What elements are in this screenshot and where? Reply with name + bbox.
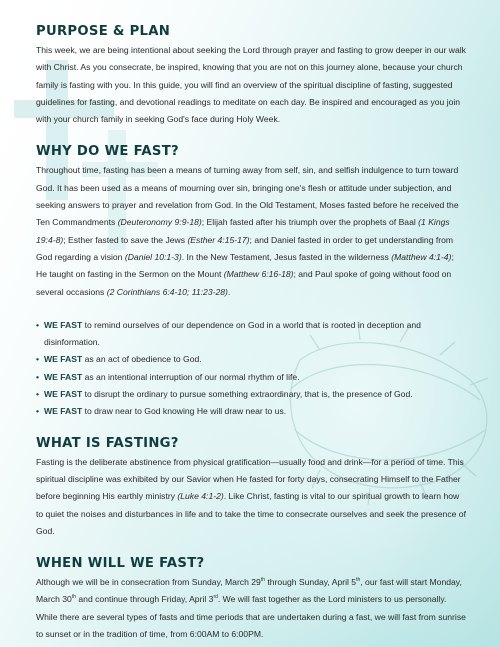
why-text: . xyxy=(227,286,231,297)
list-item xyxy=(36,403,466,420)
scripture-reference: (Daniel 10:1-3) xyxy=(124,251,182,262)
list-item xyxy=(36,317,466,352)
list-item xyxy=(36,369,466,386)
ordinal-suffix: th xyxy=(71,594,76,601)
scripture-reference: (Matthew 6:16-18) xyxy=(223,269,294,280)
purpose-body: This week, we are being intentional about seeking the Lord through prayer and fasting to grow deeper in our walk with Christ. As you consecrate, be inspired, knowing that you are not on this journey alone, because your church family is fasting with you. In this guide, you will find an overview of the spiritual discipline of fasting, suggested guidelines for fasting, and devotional readings to meditate on each day. Be inspired and encouraged as you join with your church family in seeking God's face during Holy Week. xyxy=(36,45,466,125)
list-item-lead: WE FAST xyxy=(44,389,83,400)
list-item-lead: WE FAST xyxy=(44,354,83,365)
ordinal-suffix: rd xyxy=(213,594,218,601)
ordinal-suffix: th xyxy=(356,577,361,584)
what-body xyxy=(36,454,466,540)
scripture-reference: (1 Kings 19:4-8) xyxy=(36,217,450,245)
reasons-list xyxy=(36,317,466,421)
purpose-heading: PURPOSE & PLAN xyxy=(36,24,171,39)
when-text: , our fast will start Monday, March 30 xyxy=(36,577,462,605)
when-text: and continue through Friday, April 3 xyxy=(76,594,214,605)
why-section xyxy=(36,144,466,300)
why-text: Throughout time, fasting has been a means of turning away from self, sin, and selfish indulgence to turn toward God. It has been used as a means of mourning over sin, bringing one's flesh or attitude under subjection, and seeking answers to prayer and revelation from God. In the Old Testament, Moses fasted before he received the Ten Commandments xyxy=(36,165,459,228)
list-item-lead: WE FAST xyxy=(44,371,83,382)
why-body xyxy=(36,162,466,300)
scripture-reference: (2 Corinthians 6:4-10; 11:23-28) xyxy=(106,286,228,297)
when-body xyxy=(36,574,466,643)
when-text: . We will fast together as the Lord ministers to us personally. While there are several types of fasts and time periods that are undertaken during a fast, we will fast from sunrise to sunset or in the tradition of time, from 6:00AM to 6:00PM. xyxy=(36,594,466,640)
what-section xyxy=(36,436,466,540)
scripture-reference: (Luke 4:1-2) xyxy=(177,491,224,502)
bullet-icon: • xyxy=(36,371,40,382)
why-text: ; and Daniel fasted in order to get understanding from God regarding a vision xyxy=(36,234,454,262)
when-text: Although we will be in consecration from Sunday, March 29 xyxy=(36,577,261,588)
purpose-section xyxy=(36,24,466,128)
bullet-icon: • xyxy=(36,406,40,417)
list-item-lead: WE FAST xyxy=(44,319,83,330)
what-heading: WHAT IS FASTING? xyxy=(36,435,179,451)
scripture-reference: (Matthew 4:1-4) xyxy=(391,251,452,262)
why-text: ; He taught on fasting in the Sermon on the Mount xyxy=(36,251,454,280)
list-item-text: to draw near to God knowing He will draw near to us. xyxy=(82,406,287,417)
when-text: through Sunday, April 5 xyxy=(265,577,357,588)
fasting-guide-page xyxy=(36,22,466,643)
when-heading: WHEN WILL WE FAST? xyxy=(36,556,205,572)
list-item xyxy=(36,351,466,368)
why-text: ; and Paul spoke of going without food on several occasions xyxy=(36,269,452,297)
list-item-lead: WE FAST xyxy=(44,406,83,417)
what-text: Fasting is the deliberate abstinence from physical gratification—usually food and drink—for a period of time. This spiritual discipline was exhibited by our Savior when He fasted for forty days, consecrating Himself to the Father before beginning His earthly ministry xyxy=(36,456,464,502)
bullet-icon: • xyxy=(36,389,40,400)
list-item-text: to remind ourselves of our dependence on God in a world that is rooted in deception and disinformation. xyxy=(44,319,421,348)
why-heading: WHY DO WE FAST? xyxy=(36,144,179,160)
list-item-text: as an intentional interruption of our normal rhythm of life. xyxy=(82,371,300,382)
what-text: . Like Christ, fasting is vital to our spiritual growth to learn how to quiet the noises and disturbances in life and to take the time to consecrate ourselves and seek the presence of God. xyxy=(36,491,466,536)
when-section xyxy=(36,556,466,643)
ordinal-suffix: th xyxy=(260,577,265,584)
scripture-reference: (Esther 4:15-17) xyxy=(187,234,250,245)
bullet-icon: • xyxy=(36,319,40,330)
list-item xyxy=(36,386,466,403)
scripture-reference: (Deuteronomy 9:9-18) xyxy=(117,217,202,228)
list-item-text: as an act of obedience to God. xyxy=(82,354,202,365)
bullet-icon: • xyxy=(36,354,40,365)
list-item-text: to disrupt the ordinary to pursue something extraordinary, that is, the presence of God. xyxy=(82,389,413,400)
why-text: ; Elijah fasted after his triumph over the prophets of Baal xyxy=(201,217,419,228)
why-text: . In the New Testament, Jesus fasted in the wilderness xyxy=(181,251,392,262)
why-text: ; Esther fasted to save the Jews xyxy=(63,234,188,245)
